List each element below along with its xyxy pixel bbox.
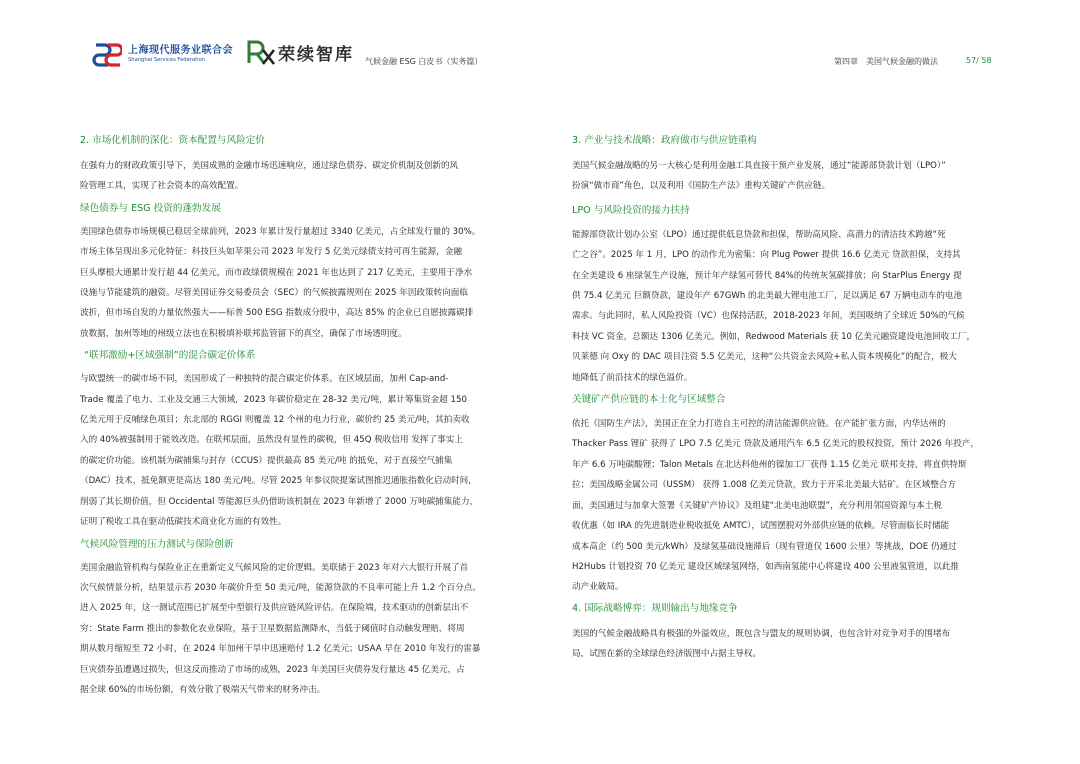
paragraph: [572, 225, 1004, 388]
chapter-title: 第四章 美国气候金融的做法: [834, 57, 938, 66]
text-line: 波折，但市场自发的力量依然强大——标普 500 ESG 指数成分股中，高达 85% 的企业已自愿披露碳排: [80, 308, 474, 319]
text-line: 成本高企（约 500 美元/kWh）及绿氢基础设施滞后（现有管道仅 1600 公里）等挑战，DOE 仍通过: [572, 541, 957, 552]
text-line: 面，美国通过与加拿大签署《关键矿产协议》及组建“北美电池联盟”，充分利用邻国资源与本土税: [572, 500, 942, 511]
text-line: 放数据，加州等地的州级立法也在积极填补联邦监管留下的真空，确保了市场透明度。: [80, 328, 407, 339]
text-line: 扮演“做市商”角色，以及利用《国防生产法》重构关键矿产供应链。: [572, 181, 831, 192]
subsection-heading: “联邦激励+区域强制”的混合碳定价体系: [84, 350, 256, 362]
text-line: 期从数月缩短至 72 小时，在 2024 年加州干旱中迅速赔付 1.2 亿美元；USAA 早在 2010 年发行的雷暴: [80, 644, 481, 655]
text-line: 美国气候金融战略的另一大核心是利用金融工具直接干预产业发展，通过“能源部贷款计划（LPO）”: [572, 161, 946, 171]
text-line: 削弱了其长期价值，但 Occidental 等能源巨头仍借助该机制在 2023 年新增了 2000 万吨碳捕集能力，: [80, 496, 479, 507]
document-title: 气候金融 ESG 白皮书（实务篇）: [365, 57, 483, 66]
text-line: 地降低了前沿技术的绿色溢价。: [572, 372, 693, 383]
paragraph: [80, 222, 512, 344]
section-heading: 4. 国际战略博弈：规则输出与地缘竞争: [572, 602, 738, 614]
right-column: [572, 130, 1004, 665]
text-line: 市场主体呈现出多元化特征：科技巨头如苹果公司 2023 年发行 5 亿美元绿债支持可再生能源，金融: [80, 247, 463, 258]
text-line: 证明了税收工具在驱动低碳技术商业化方面的有效性。: [80, 517, 287, 528]
left-column: [80, 130, 512, 700]
subsection-heading: LPO 与风险投资的接力扶持: [572, 204, 690, 216]
ssf-logo-english-name: Shanghai Services Federation: [128, 56, 206, 63]
page-number: 57/ 58: [966, 56, 992, 65]
text-line: 亡之谷”。2025 年 1 月，LPO 的动作尤为密集：向 Plug Power 提供 16.6 亿美元 贷款担保，支持其: [572, 250, 961, 261]
text-line: 的碳定价功能。该机制为碳捕集与封存（CCUS）提供最高 85 美元/吨 的抵免，对于直接空气捕集: [80, 455, 453, 466]
text-line: 亿美元用于反哺绿色项目；东北部的 RGGI 则覆盖 12 个州的电力行业，碳价约 25 美元/吨，其拍卖收: [80, 415, 470, 426]
text-line: H2Hubs 计划投资 70 亿美元 建设区域绿氢网络，如西南氢能中心将建设 400 公里液氢管道，以此推: [572, 561, 959, 572]
text-line: （DAC）技术，抵免额更是高达 180 美元/吨。尽管 2025 年参议院提案试图推迟通胀指数化启动时间，: [80, 476, 477, 487]
text-line: 在全美建设 6 座绿氢生产设施，预计年产绿氢可替代 84%的传统灰氢碳排放；向 StarPlus Energy 提: [572, 270, 962, 281]
rongxu-logo-name: 荣续智库: [278, 44, 354, 65]
text-line: 巨灾债券虽遭遇过损失，但这反而推动了市场的成熟，2023 年美国巨灾债券发行量达 45 亿美元，占: [80, 664, 465, 675]
paragraph: [572, 156, 1004, 197]
text-line: Trade 覆盖了电力、工业及交通三大领域，2023 年碳价稳定在 28-32 美元/吨，累计筹集资金超 150: [80, 394, 467, 405]
text-line: 次气候情景分析，结果显示若 2030 年碳价升至 50 美元/吨，能源贷款的不良率可能上升 1.2 个百分点。: [80, 582, 481, 593]
paragraph: [80, 369, 512, 532]
text-line: 供 75.4 亿美元 巨额贷款，建设年产 67GWh 的北美最大锂电池工厂，足以满足 67 万辆电动车的电池: [572, 291, 963, 302]
text-line: 局，试图在新的全球绿色经济版图中占据主导权。: [572, 649, 762, 660]
text-line: 能源部贷款计划办公室（LPO）通过提供低息贷款和担保，帮助高风险、高潜力的清洁技术跨越“死: [572, 229, 946, 240]
text-line: 美国金融监管机构与保险业正在重新定义气候风险的定价逻辑。美联储于 2023 年对六大银行开展了首: [80, 562, 469, 573]
section-heading: 2. 市场化机制的深化：资本配置与风险定价: [80, 135, 265, 146]
text-line: 与欧盟统一的碳市场不同，美国形成了一种独特的混合碳定价体系。在区域层面，加州 Cap-and-: [80, 374, 449, 385]
rongxu-logo: [246, 37, 354, 67]
page-header: [0, 0, 1080, 80]
paragraph: [80, 558, 512, 701]
text-line: 动产业破局。: [572, 582, 624, 593]
text-line: 设施与节能建筑的融资。尽管美国证券交易委员会（SEC）的气候披露规则在 2025 年因政策转向面临: [80, 288, 468, 299]
ssf-logo-icon: [92, 41, 122, 67]
text-line: 依托《国防生产法》，美国正在全力打造自主可控的清洁能源供应链。在产能扩张方面，内华达州的: [572, 419, 946, 430]
text-line: 需求。与此同时，私人风险投资（VC）也保持活跃，2018-2023 年间，美国吸纳了全球近 50%的气候: [572, 311, 965, 322]
text-line: 穷：State Farm 推出的参数化农业保险，基于卫星数据监测降水，当低于阈值时自动触发理赔，将周: [80, 623, 465, 634]
subsection-heading: 关键矿产供应链的本土化与区域整合: [572, 394, 726, 406]
text-line: 贝莱德 向 Oxy 的 DAC 项目注资 5.5 亿美元，这种“公共资金去风险+私人资本规模化”的配合，极大: [572, 352, 957, 363]
text-line: 入的 40%被强制用于能效改造。在联邦层面，虽然没有显性的碳税，但 45Q 税收信用 发挥了事实上: [80, 435, 463, 446]
text-line: 科技 VC 资金，总额达 1306 亿美元。例如，Redwood Materials 获 10 亿美元融资建设电池回收工厂，: [572, 331, 976, 342]
text-line: Thacker Pass 锂矿 获得了 LPO 7.5 亿美元 贷款及通用汽车 6.5 亿美元的股权投资，预计 2026 年投产，: [572, 439, 979, 450]
subsection-heading: 气候风险管理的压力测试与保险创新: [80, 538, 234, 550]
rongxu-logo-icon: [246, 38, 276, 66]
ssf-logo: [92, 40, 233, 68]
text-line: 美国绿色债券市场规模已稳居全球前列，2023 年累计发行量超过 3340 亿美元，占全球发行量的 30%。: [80, 226, 481, 237]
text-line: 在强有力的财政政策引导下，美国成熟的金融市场迅速响应，通过绿色债券、碳定价机制及创新的风: [80, 161, 459, 171]
text-line: 险管理工具，实现了社会资本的高效配置。: [80, 181, 244, 192]
text-line: 拉；美国战略金属公司（USSM） 获得 1.008 亿美元贷款，致力于开采北美最大钴矿。在区域整合方: [572, 480, 956, 491]
subsection-heading: 绿色债券与 ESG 投资的蓬勃发展: [80, 202, 221, 214]
text-line: 据全球 60%的市场份额，有效分散了极端天气带来的财务冲击。: [80, 684, 326, 695]
text-line: 收优惠（如 IRA 的先进制造业税收抵免 AMTC），试图摆脱对外部供应链的依赖。尽管面临长时储能: [572, 521, 950, 532]
text-line: 美国的气候金融战略具有极强的外溢效应，既包含与盟友的规则协调，也包含针对竞争对手的围堵布: [572, 628, 951, 639]
text-line: 年产 6.6 万吨碳酸锂；Talon Metals 在北达科他州的镍加工厂获得 1.15 亿美元 联邦支持，将直供特斯: [572, 459, 967, 470]
text-line: 巨头摩根大通累计发行超 44 亿美元，而市政绿债规模在 2021 年也达到了 217 亿美元，主要用于净水: [80, 267, 473, 278]
text-line: 进入 2025 年，这一测试范围已扩展至中型银行及供应链风险评估。在保险端，技术驱动的创新层出不: [80, 603, 469, 614]
ssf-logo-chinese-name: 上海现代服务业联合会: [128, 44, 233, 56]
paragraph: [80, 156, 512, 197]
paragraph: [572, 414, 1004, 598]
section-heading: 3. 产业与技术战略：政府做市与供应链重构: [572, 135, 757, 146]
paragraph: [572, 624, 1004, 665]
